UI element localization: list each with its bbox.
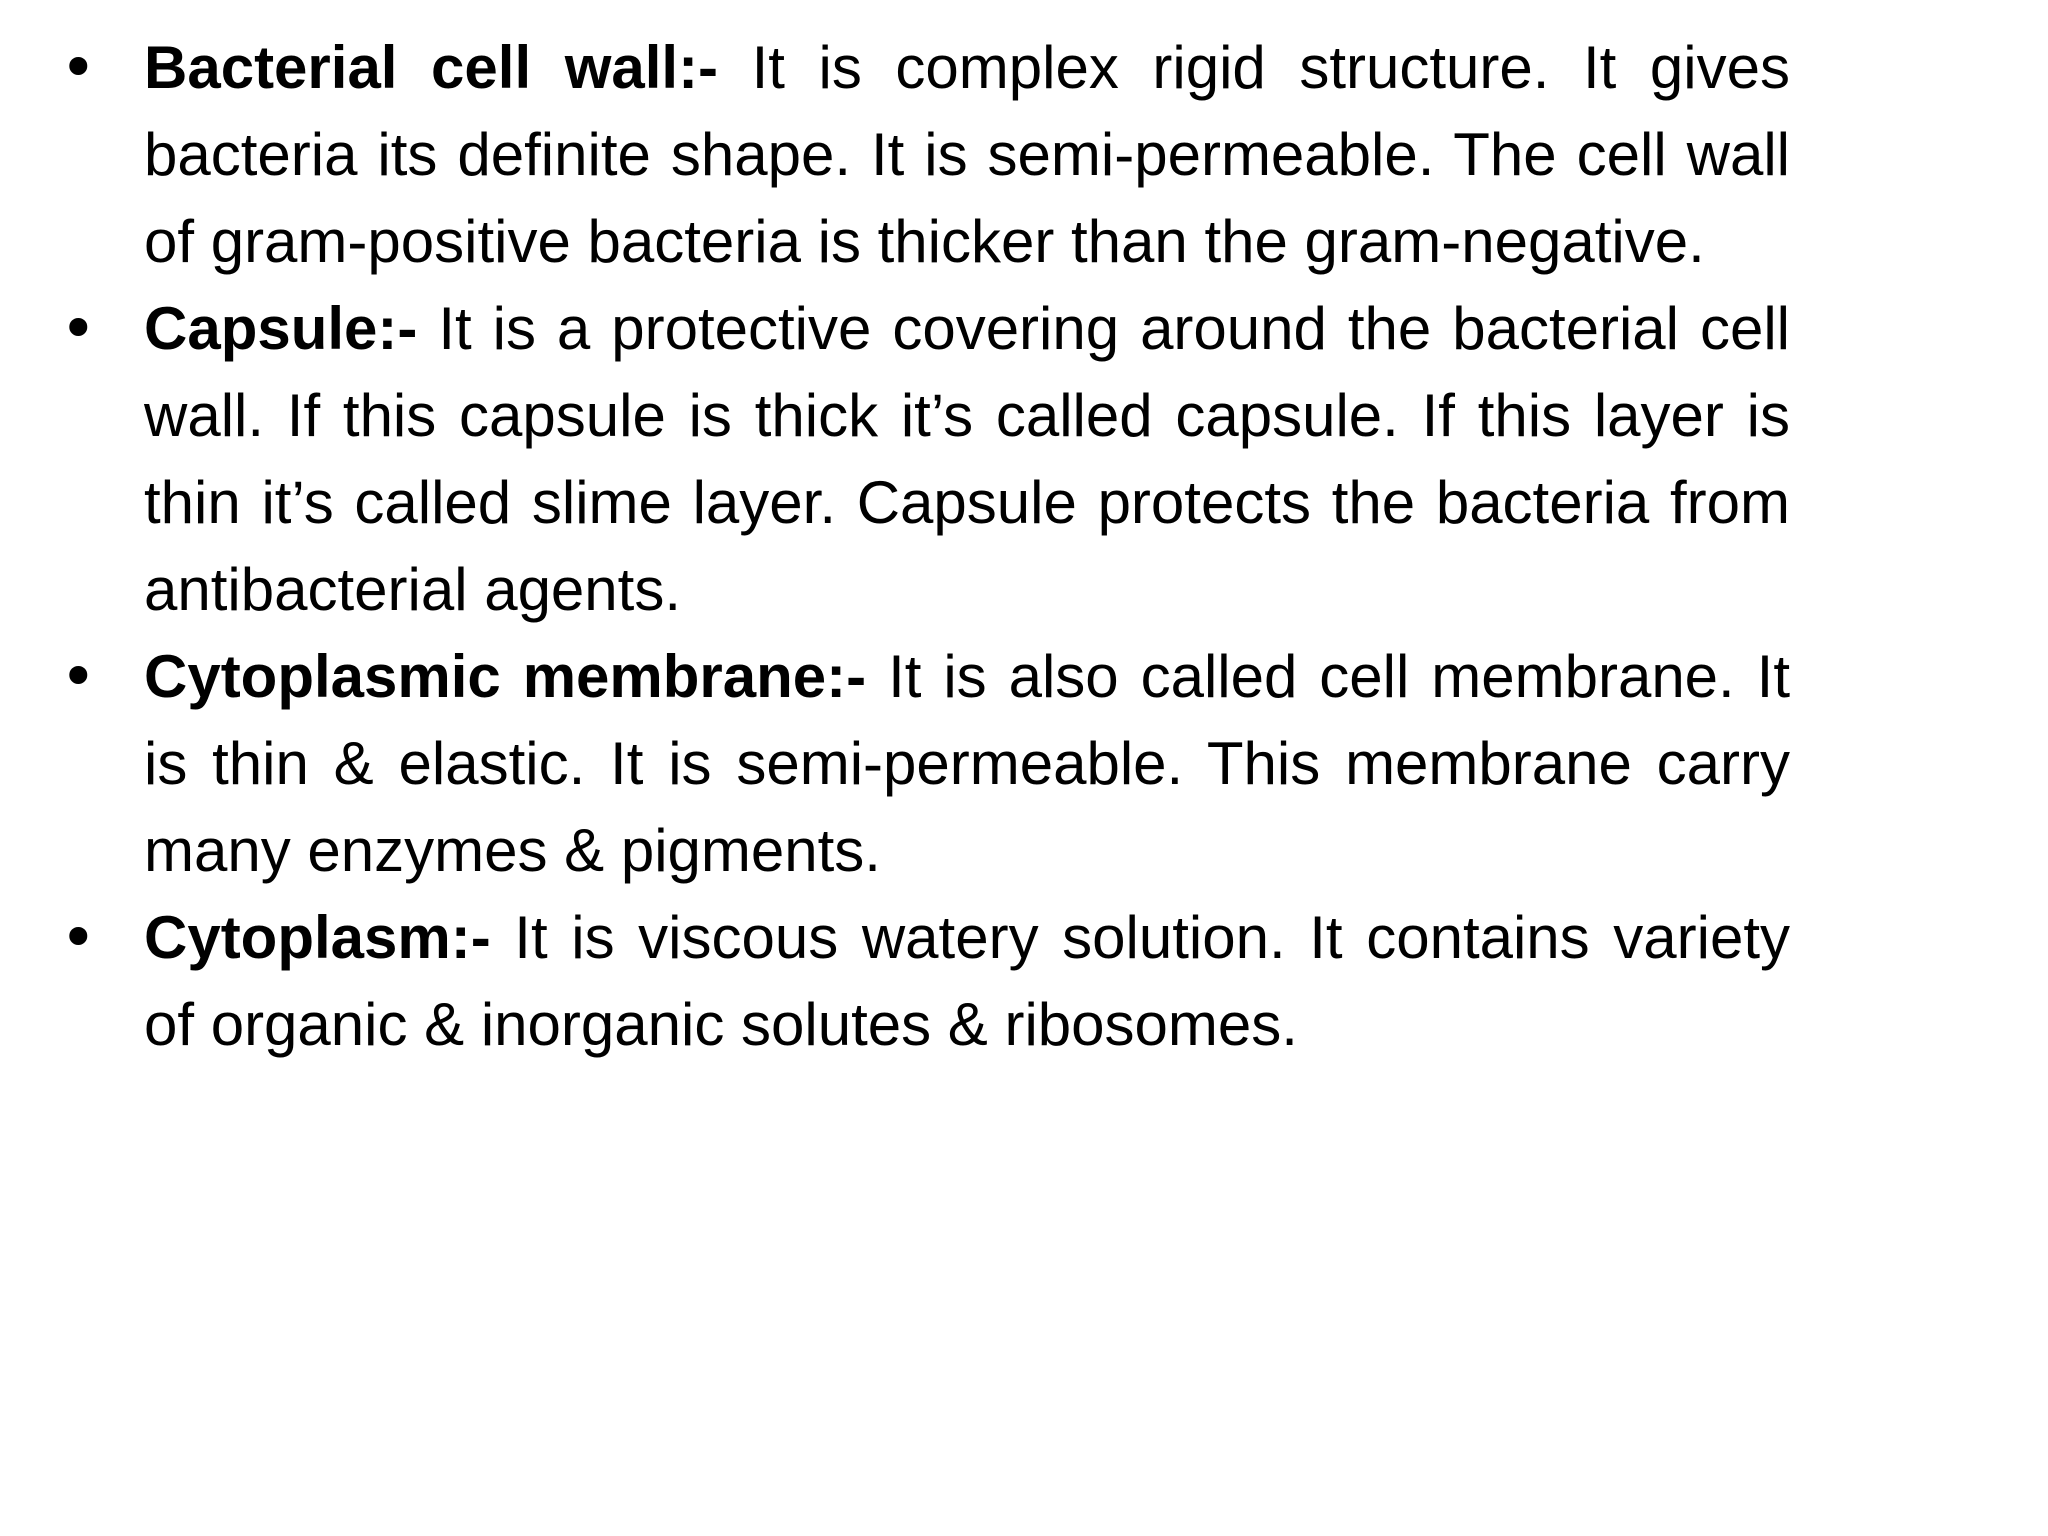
bullet-paragraph (144, 24, 1790, 285)
bullet-item-cytoplasm (60, 894, 1790, 1068)
bullet-icon: • (60, 901, 97, 974)
bullet-icon: • (60, 640, 97, 713)
bullet-item-capsule (60, 285, 1790, 633)
bullet-paragraph (144, 633, 1790, 894)
bullet-description: It is complex rigid structure. It gives bacteria its definite shape. It is semi-permeable. The cell wall of gram-positive bacteria is thicker than the gram-negative. (144, 34, 1790, 275)
bullet-icon: • (60, 31, 97, 104)
bullet-description: It is a protective covering around the bacterial cell wall. If this capsule is thick it’s called capsule. If this layer is thin it’s called slime layer. Capsule protects the bacteria from antibacterial agents. (144, 295, 1790, 623)
bullet-description: It is viscous watery solution. It contains variety of organic & inorganic solutes & ribosomes. (144, 904, 1790, 1058)
bullet-term: Cytoplasm:- (144, 904, 491, 971)
bullet-item-cytoplasmic-membrane (60, 633, 1790, 894)
bullet-paragraph (144, 894, 1790, 1068)
bullet-description: It is also called cell membrane. It is thin & elastic. It is semi-permeable. This membrane carry many enzymes & pigments. (144, 643, 1790, 884)
bullet-term: Cytoplasmic membrane:- (144, 643, 867, 710)
bullet-item-cell-wall (60, 24, 1790, 285)
bullet-term: Capsule:- (144, 295, 418, 362)
bullet-paragraph (144, 285, 1790, 633)
bullet-icon: • (60, 292, 97, 365)
bullet-list (60, 24, 1790, 1068)
bullet-term: Bacterial cell wall:- (144, 34, 719, 101)
